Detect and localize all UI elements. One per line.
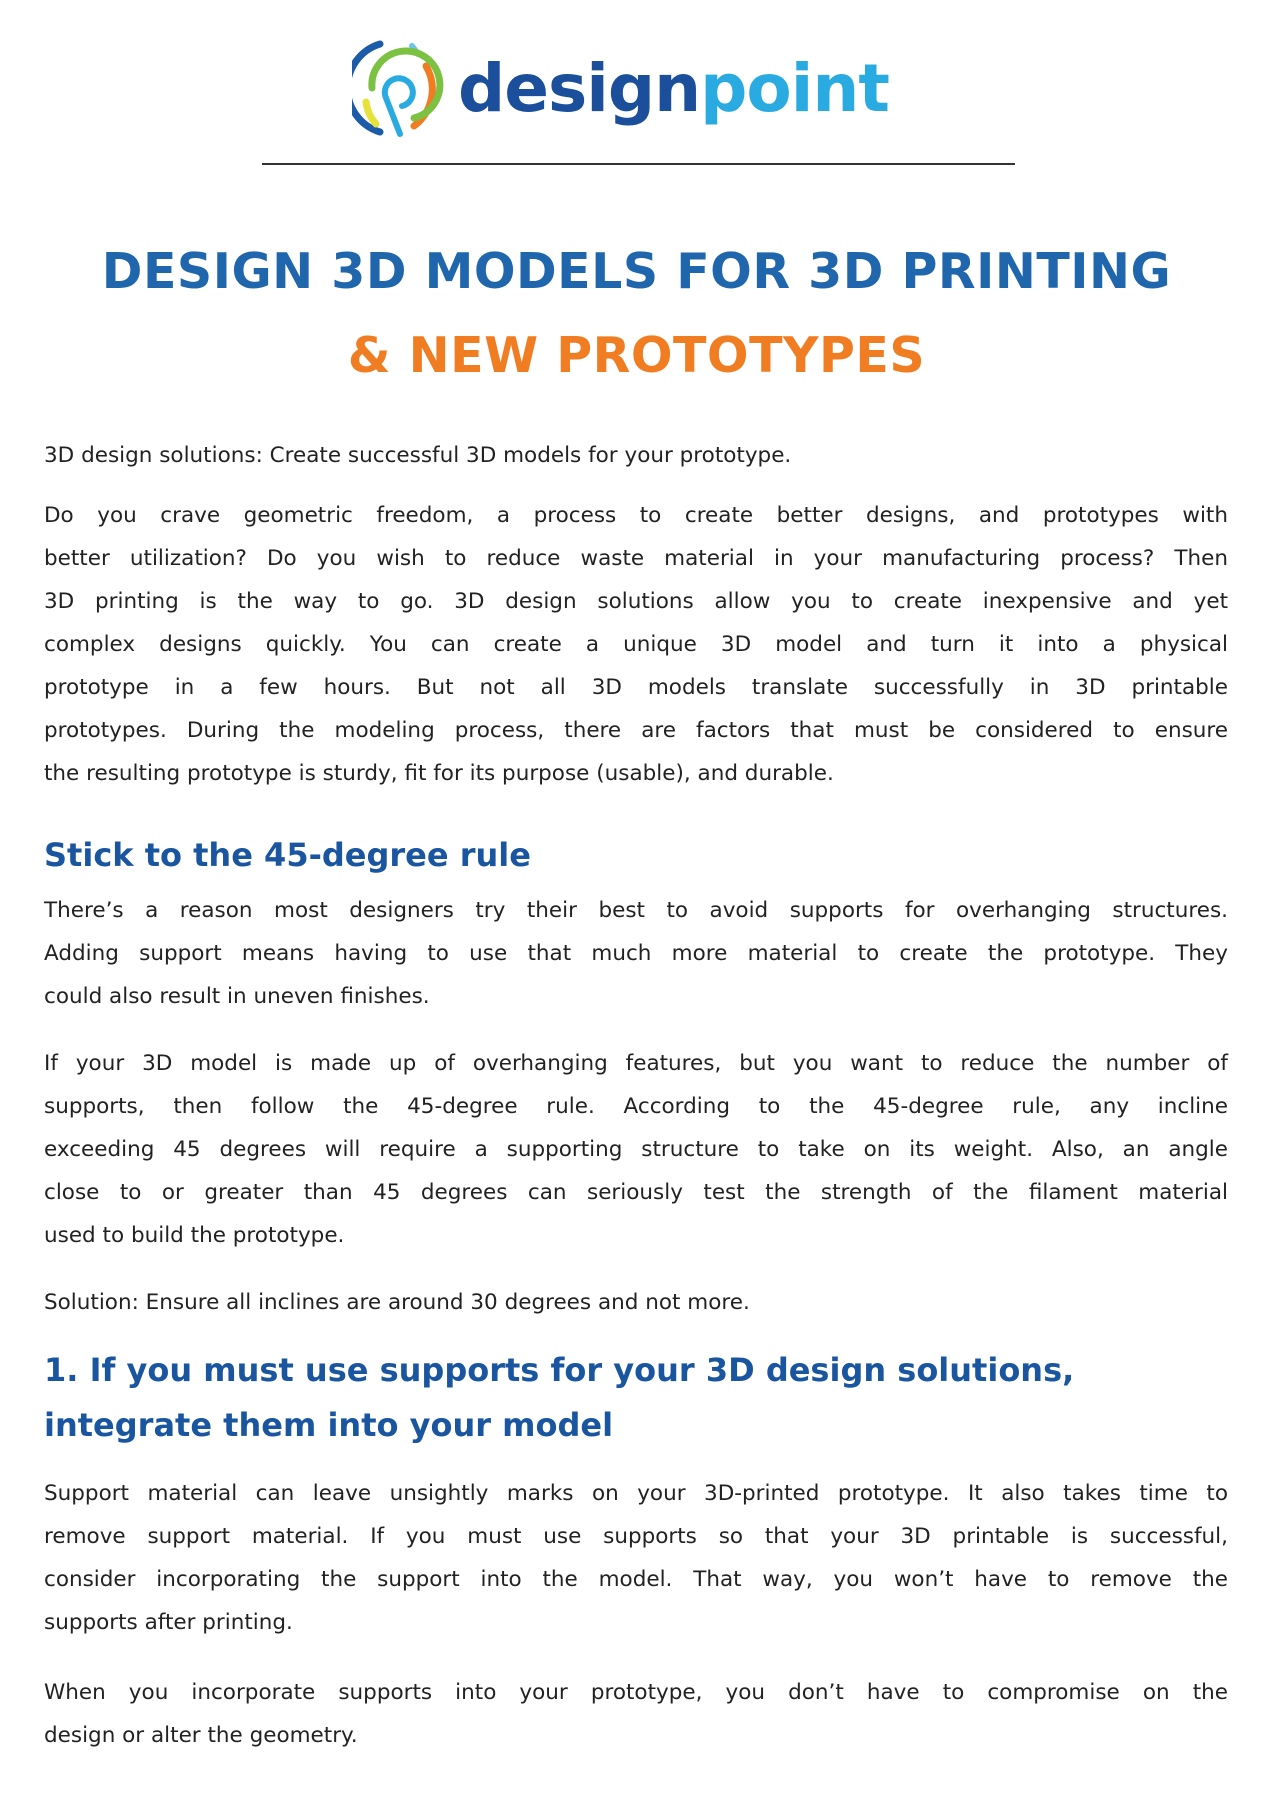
heading-supports: [44, 1343, 1228, 1453]
text-line: better utilization? Do you wish to reduce waste material in your manufacturing process? Then: [44, 546, 1228, 571]
text-line: 3D design solutions: Create successful 3D models for your prototype.: [44, 443, 792, 468]
text-line: Support material can leave unsightly marks on your 3D-printed prototype. It also takes time to: [44, 1481, 1228, 1506]
text-line: used to build the prototype.: [44, 1223, 345, 1248]
text-line: the resulting prototype is sturdy, fit for its purpose (usable), and durable.: [44, 761, 834, 786]
text-line: Adding support means having to use that much more material to create the prototype. They: [44, 941, 1228, 966]
designpoint-logo: [352, 34, 889, 144]
heading-line: integrate them into your model: [44, 1406, 614, 1444]
heading-line: 1. If you must use supports for your 3D design solutions,: [44, 1351, 1075, 1389]
paragraph-1: [44, 494, 1228, 795]
text-line: design or alter the geometry.: [44, 1723, 358, 1748]
text-line: complex designs quickly. You can create a unique 3D model and turn it into a physical: [44, 632, 1228, 657]
title-line-2: & NEW PROTOTYPES: [347, 327, 926, 384]
title-line-1: DESIGN 3D MODELS FOR 3D PRINTING: [101, 243, 1172, 300]
text-line: 3D printing is the way to go. 3D design solutions allow you to create inexpensive and yet: [44, 589, 1228, 614]
text-line: could also result in uneven finishes.: [44, 984, 430, 1009]
header-divider: [262, 163, 1015, 165]
text-line: consider incorporating the support into the model. That way, you won’t have to remove the: [44, 1567, 1228, 1592]
paragraph-3: [44, 1042, 1228, 1257]
text-line: There’s a reason most designers try their best to avoid supports for overhanging structures.: [44, 898, 1228, 923]
text-line: exceeding 45 degrees will require a supporting structure to take on its weight. Also, an angle: [44, 1137, 1228, 1162]
intro-paragraph: [44, 434, 1228, 477]
logo-mark-icon: [352, 36, 444, 142]
paragraph-5: [44, 1472, 1228, 1644]
text-line: supports after printing.: [44, 1610, 293, 1635]
text-line: close to or greater than 45 degrees can seriously test the strength of the filament material: [44, 1180, 1228, 1205]
text-line: prototypes. During the modeling process, there are factors that must be considered to ensure: [44, 718, 1228, 743]
text-line: prototype in a few hours. But not all 3D models translate successfully in 3D printable: [44, 675, 1228, 700]
text-line: Do you crave geometric freedom, a process to create better designs, and prototypes with: [44, 503, 1228, 528]
logo-wordmark: designpoint: [458, 50, 889, 127]
text-line: When you incorporate supports into your prototype, you don’t have to compromise on the: [44, 1680, 1228, 1705]
text-line: supports, then follow the 45-degree rule. According to the 45-degree rule, any incline: [44, 1094, 1228, 1119]
paragraph-6: [44, 1671, 1228, 1757]
text-line: remove support material. If you must use supports so that your 3D printable is successful,: [44, 1524, 1228, 1549]
paragraph-2: [44, 889, 1228, 1018]
text-line: Solution: Ensure all inclines are around 30 degrees and not more.: [44, 1290, 750, 1315]
heading-45-degree-rule: Stick to the 45-degree rule: [44, 836, 531, 874]
paragraph-solution: [44, 1281, 1228, 1324]
text-line: If your 3D model is made up of overhanging features, but you want to reduce the number of: [44, 1051, 1228, 1076]
